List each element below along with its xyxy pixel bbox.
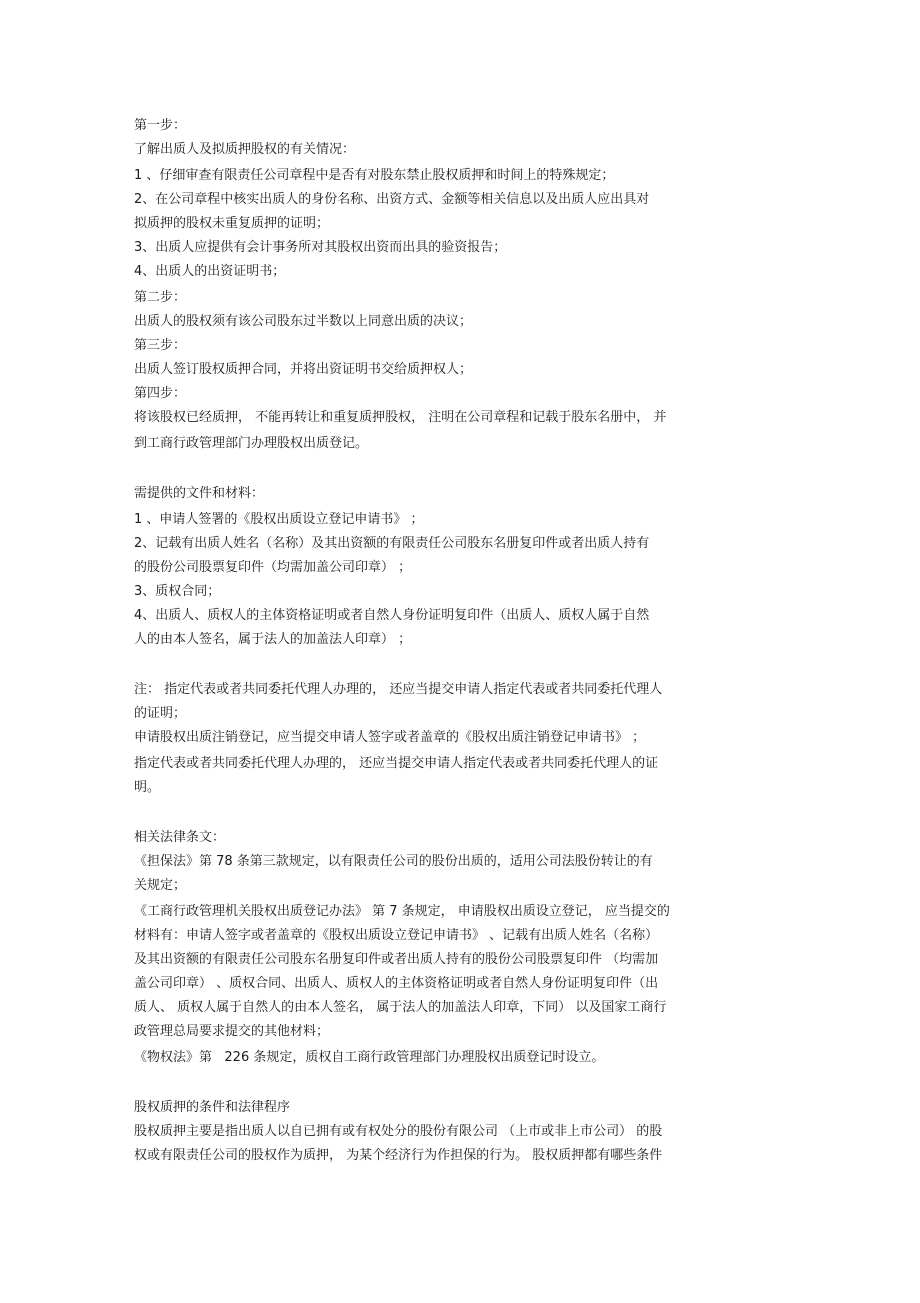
text-line: 1 、仔细审查有限责任公司章程中是否有对股东禁止股权质押和时间上的特殊规定； (134, 168, 615, 183)
text-line: 第四步： (134, 386, 187, 401)
text-line: 拟质押的股权未重复质押的证明； (134, 216, 330, 231)
text-line: 盖公司印章） 、质权合同、出质人、质权人的主体资格证明或者自然人身份证明复印件（出 (134, 976, 659, 991)
text-line: 股权质押主要是指出质人以自已拥有或有权处分的股份有限公司 （上市或非上市公司） 的股 (134, 1124, 663, 1139)
text-line: 出质人的股权须有该公司股东过半数以上同意出质的决议； (134, 314, 473, 329)
text-line: 出质人签订股权质押合同，并将出资证明书交给质押权人； (134, 362, 473, 377)
text-line: 第二步： (134, 290, 187, 305)
text-line: 股权质押的条件和法律程序 (134, 1100, 291, 1115)
text-line: 4、出质人的出资证明书； (134, 264, 286, 279)
text-line: 相关法律条文： (134, 830, 226, 845)
text-line: 材料有：申请人签字或者盖章的《股权出质设立登记申请书》 、记载有出质人姓名（名称） (134, 928, 659, 943)
text-line: 将该股权已经质押， 不能再转让和重复质押股权， 注明在公司章程和记载于股东名册中， 并 (134, 410, 667, 425)
text-line: 1 、申请人签署的《股权出质设立登记申请书》 ； (134, 512, 424, 527)
text-line: 的证明； (134, 706, 187, 721)
text-line: 第一步： (134, 118, 187, 133)
text-line: 注： 指定代表或者共同委托代理人办理的， 还应当提交申请人指定代表或者共同委托代理人 (134, 682, 663, 697)
text-line: 2、记载有出质人姓名（名称）及其出资额的有限责任公司股东名册复印件或者出质人持有 (134, 536, 650, 551)
text-line: 申请股权出质注销登记，应当提交申请人签字或者盖章的《股权出质注销登记申请书》 ； (134, 730, 646, 745)
text-line: 到工商行政管理部门办理股权出质登记。 (134, 436, 369, 451)
text-line: 3、质权合同； (134, 584, 221, 599)
text-line: 3、出质人应提供有会计事务所对其股权出资而出具的验资报告； (134, 240, 507, 255)
text-line: 关规定； (134, 878, 187, 893)
text-line: 的股份公司股票复印件（均需加盖公司印章） ； (134, 560, 412, 575)
text-line: 权或有限责任公司的股权作为质押， 为某个经济行为作担保的行为。 股权质押都有哪些条件 (134, 1148, 663, 1163)
text-line: 及其出资额的有限责任公司股东名册复印件或者出质人持有的股份公司股票复印件 （均需加 (134, 952, 659, 967)
text-line: 人的由本人签名，属于法人的加盖法人印章） ； (134, 632, 412, 647)
text-line: 4、出质人、质权人的主体资格证明或者自然人身份证明复印件（出质人、质权人属于自然 (134, 608, 650, 623)
text-line: 需提供的文件和材料： (134, 486, 265, 501)
text-line: 《工商行政管理机关股权出质登记办法》 第 7 条规定， 申请股权出质设立登记， 应当提交的 (134, 904, 670, 919)
text-line: 明。 (134, 780, 161, 795)
text-line: 《物权法》第 226 条规定，质权自工商行政管理部门办理股权出质登记时设立。 (134, 1050, 605, 1065)
text-line: 指定代表或者共同委托代理人办理的， 还应当提交申请人指定代表或者共同委托代理人的证 (134, 756, 659, 771)
text-line: 《担保法》第 78 条第三款规定，以有限责任公司的股份出质的，适用公司法股份转让的有 (134, 854, 653, 869)
text-line: 了解出质人及拟质押股权的有关情况： (134, 142, 356, 157)
text-line: 2、在公司章程中核实出质人的身份名称、出资方式、金额等相关信息以及出质人应出具对 (134, 192, 650, 207)
text-line: 政管理总局要求提交的其他材料； (134, 1024, 330, 1039)
text-line: 质人、 质权人属于自然人的由本人签名， 属于法人的加盖法人印章，下同） 以及国家工商行 (134, 1000, 667, 1015)
text-line: 第三步： (134, 338, 187, 353)
